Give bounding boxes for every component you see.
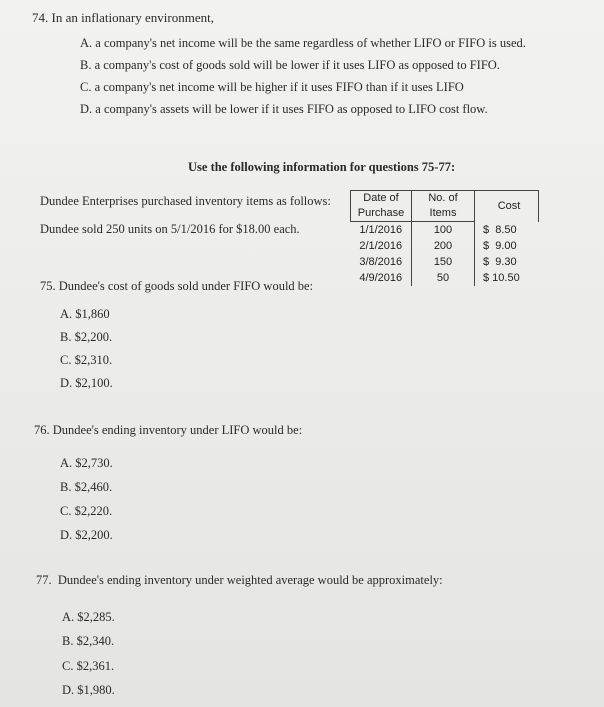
header-items-line1: No. of xyxy=(412,191,475,207)
q74-option-b: B. a company's cost of goods sold will be lower if it uses LIFO as opposed to FIFO. xyxy=(80,58,500,72)
row-items: 50 xyxy=(412,270,475,286)
row-items: 100 xyxy=(412,222,475,239)
q76-option-c: C. $2,220. xyxy=(60,504,113,518)
row-date: 4/9/2016 xyxy=(351,270,412,286)
q76-option-b: B. $2,460. xyxy=(60,480,113,494)
header-cost: Cost xyxy=(475,191,539,222)
question-76: 76. Dundee's ending inventory under LIFO would be: xyxy=(34,423,303,437)
row-cost: $ 9.30 xyxy=(483,256,517,268)
row-date: 3/8/2016 xyxy=(351,254,412,270)
row-cost: $ 10.50 xyxy=(483,272,520,284)
q76-option-a: A. $2,730. xyxy=(60,456,113,470)
header-items-line2: Items xyxy=(412,206,475,222)
purchase-table xyxy=(350,190,539,286)
q77-option-b: B. $2,340. xyxy=(62,634,115,648)
question-77: 77. Dundee's ending inventory under weighted average would be approximately: xyxy=(36,573,443,587)
question-74: 74. In an inflationary environment, xyxy=(32,10,214,25)
row-cost: $ 9.00 xyxy=(483,240,517,252)
header-date-line1: Date of xyxy=(351,191,412,207)
intro-purchases: Dundee Enterprises purchased inventory items as follows: xyxy=(40,194,331,208)
row-date: 2/1/2016 xyxy=(351,238,412,254)
section-heading: Use the following information for questions 75-77: xyxy=(188,160,456,174)
q76-option-d: D. $2,200. xyxy=(60,528,113,542)
question-75: 75. Dundee's cost of goods sold under FIFO would be: xyxy=(40,279,314,293)
table-header-row xyxy=(351,191,539,207)
header-date-line2: Purchase xyxy=(351,206,412,222)
row-cost: $ 8.50 xyxy=(483,223,517,236)
intro-sales: Dundee sold 250 units on 5/1/2016 for $18.00 each. xyxy=(40,222,300,236)
table-row xyxy=(351,270,539,286)
row-date: 1/1/2016 xyxy=(351,222,412,239)
q74-option-c: C. a company's net income will be higher if it uses FIFO than if it uses LIFO xyxy=(80,80,464,94)
q75-option-c: C. $2,310. xyxy=(60,353,113,367)
q74-option-a: A. a company's net income will be the same regardless of whether LIFO or FIFO is used. xyxy=(80,36,526,50)
q75-option-d: D. $2,100. xyxy=(60,376,113,390)
table-row xyxy=(351,238,539,254)
q77-option-a: A. $2,285. xyxy=(62,610,115,624)
q77-option-d: D. $1,980. xyxy=(62,683,115,697)
q77-option-c: C. $2,361. xyxy=(62,659,115,673)
q74-option-d: D. a company's assets will be lower if it uses FIFO as opposed to LIFO cost flow. xyxy=(80,102,488,116)
table-row xyxy=(351,222,539,239)
q75-option-b: B. $2,200. xyxy=(60,330,113,344)
table-row xyxy=(351,254,539,270)
q75-option-a: A. $1,860 xyxy=(60,307,110,321)
row-items: 150 xyxy=(412,254,475,270)
row-items: 200 xyxy=(412,238,475,254)
